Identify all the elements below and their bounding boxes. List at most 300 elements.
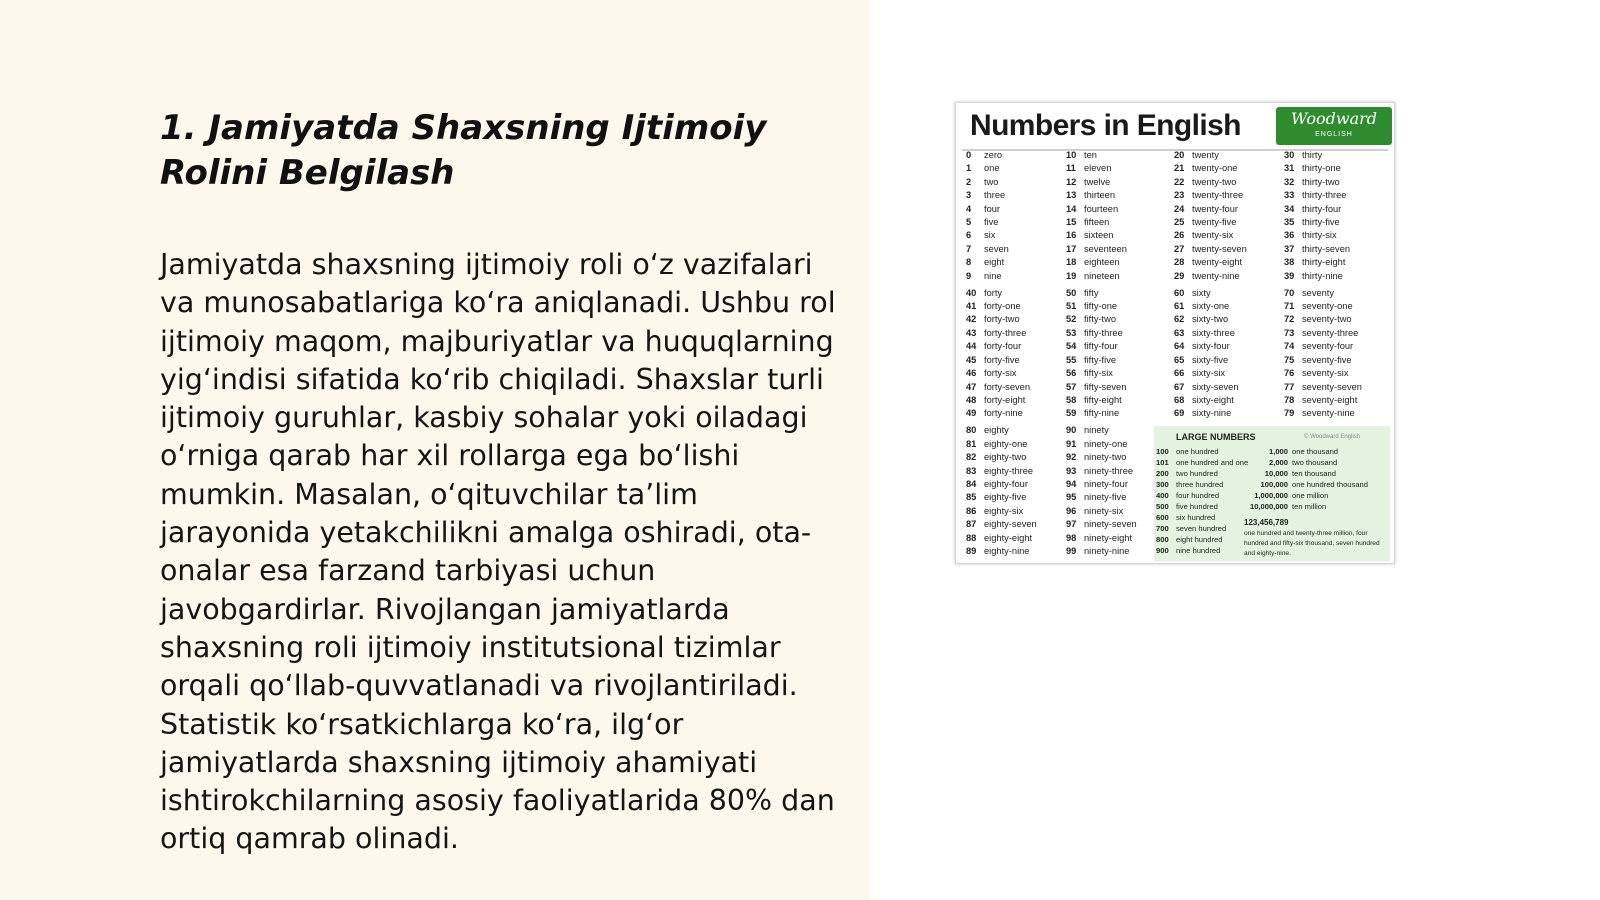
number-digit: 95 <box>1066 492 1077 503</box>
number-entry <box>966 451 1037 464</box>
number-entry <box>1174 176 1247 189</box>
number-entry <box>1284 162 1362 175</box>
number-digit: 9 <box>966 270 972 281</box>
number-digit: 44 <box>966 341 977 352</box>
number-word: two <box>984 176 999 187</box>
logo-text: Woodward <box>1291 109 1377 128</box>
number-word: twenty-eight <box>1192 257 1243 268</box>
number-word: fifty-seven <box>1084 381 1127 392</box>
number-digit: 61 <box>1174 301 1185 312</box>
number-digit: 36 <box>1284 230 1295 241</box>
number-entry <box>966 313 1037 326</box>
number-digit: 67 <box>1174 381 1185 392</box>
number-word: fifty <box>1084 287 1099 298</box>
number-word: twenty-five <box>1192 217 1237 228</box>
number-entry <box>1066 532 1137 545</box>
number-digit: 29 <box>1174 270 1185 281</box>
number-entry <box>1066 229 1137 242</box>
large-number-digit: 300 <box>1156 480 1169 489</box>
number-digit: 97 <box>1066 519 1077 530</box>
number-digit: 74 <box>1284 341 1295 352</box>
number-digit: 4 <box>966 203 972 214</box>
number-digit: 10 <box>1066 150 1077 160</box>
number-digit: 2 <box>966 176 972 187</box>
number-entry <box>966 394 1037 407</box>
large-number-word: one hundred <box>1176 447 1219 456</box>
number-digit: 98 <box>1066 532 1077 543</box>
large-number-entry <box>1156 512 1215 523</box>
number-word: twenty <box>1192 150 1219 160</box>
large-number-word: ten million <box>1292 502 1327 511</box>
number-digit: 17 <box>1066 243 1077 254</box>
number-word: zero <box>984 150 1003 160</box>
number-entry <box>1174 256 1247 269</box>
number-entry <box>1174 340 1247 353</box>
number-word: thirty-two <box>1302 176 1340 187</box>
number-digit: 18 <box>1066 257 1077 268</box>
number-word: forty-nine <box>984 408 1023 419</box>
number-word: seven <box>984 243 1009 254</box>
number-entry <box>1174 407 1247 420</box>
large-number-digit: 10,000 <box>1264 469 1288 478</box>
number-entry <box>1174 270 1247 283</box>
number-group <box>1284 149 1362 283</box>
large-number-digit: 100,000 <box>1260 480 1288 489</box>
numbers-column-4 <box>1284 149 1362 424</box>
number-entry <box>1066 287 1137 300</box>
number-digit: 99 <box>1066 545 1077 556</box>
number-word: eight <box>984 257 1005 268</box>
number-word: seventy-three <box>1302 327 1359 338</box>
number-entry <box>1284 270 1362 283</box>
large-number-entry <box>1156 545 1220 556</box>
number-word: seventy-nine <box>1302 408 1355 419</box>
number-word: twenty-nine <box>1192 270 1240 281</box>
number-digit: 57 <box>1066 381 1077 392</box>
number-entry <box>1284 203 1362 216</box>
number-digit: 84 <box>966 478 977 489</box>
number-entry <box>1284 394 1362 407</box>
number-word: eighty-three <box>984 465 1034 476</box>
number-entry <box>966 407 1037 420</box>
number-entry <box>1174 300 1247 313</box>
number-digit: 6 <box>966 230 972 241</box>
number-entry <box>1066 327 1137 340</box>
number-word: thirty-nine <box>1302 270 1343 281</box>
number-word: forty-seven <box>984 381 1030 392</box>
slide-title: 1. Jamiyatda Shaxsning Ijtimoiy Rolini Belgilash <box>160 108 767 193</box>
number-digit: 11 <box>1066 163 1076 174</box>
number-digit: 46 <box>966 368 977 379</box>
number-word: thirty <box>1302 150 1323 160</box>
number-digit: 52 <box>1066 314 1077 325</box>
number-word: forty <box>984 287 1003 298</box>
number-word: eighty-six <box>984 505 1024 516</box>
large-number-entry <box>1156 457 1248 468</box>
number-entry <box>966 367 1037 380</box>
number-digit: 53 <box>1066 327 1077 338</box>
number-digit: 65 <box>1174 354 1185 365</box>
number-word: seventy-two <box>1302 314 1352 325</box>
number-entry <box>1284 300 1362 313</box>
number-digit: 86 <box>966 505 977 516</box>
number-digit: 76 <box>1284 368 1295 379</box>
number-digit: 43 <box>966 327 977 338</box>
number-word: thirty-eight <box>1302 257 1346 268</box>
number-entry <box>1174 367 1247 380</box>
large-number-digit: 400 <box>1156 491 1169 500</box>
number-digit: 31 <box>1284 163 1295 174</box>
number-group <box>966 287 1037 421</box>
number-entry <box>966 545 1037 558</box>
number-entry <box>1284 407 1362 420</box>
number-word: forty-five <box>984 354 1020 365</box>
large-number-entry <box>1156 479 1223 490</box>
large-number-word: one thousand <box>1292 447 1339 456</box>
number-digit: 22 <box>1174 176 1185 187</box>
large-number-digit: 800 <box>1156 535 1169 544</box>
number-entry <box>1284 216 1362 229</box>
large-number-digit: 200 <box>1156 469 1169 478</box>
number-entry <box>1066 518 1137 531</box>
number-digit: 62 <box>1174 314 1185 325</box>
number-entry <box>1284 287 1362 300</box>
number-entry <box>1174 162 1247 175</box>
number-word: fifty-eight <box>1084 394 1122 405</box>
number-digit: 64 <box>1174 341 1185 352</box>
number-digit: 21 <box>1174 163 1185 174</box>
number-group <box>1284 287 1362 421</box>
number-word: ninety-six <box>1084 505 1124 516</box>
number-entry <box>1174 243 1247 256</box>
number-digit: 92 <box>1066 452 1077 463</box>
number-word: sixty-five <box>1192 354 1229 365</box>
number-word: eighty-four <box>984 478 1028 489</box>
number-entry <box>1066 313 1137 326</box>
number-digit: 15 <box>1066 217 1077 228</box>
number-entry <box>1066 545 1137 558</box>
number-entry <box>1066 367 1137 380</box>
number-entry <box>966 354 1037 367</box>
number-digit: 51 <box>1066 301 1077 312</box>
number-word: forty-one <box>984 301 1021 312</box>
number-entry <box>1174 394 1247 407</box>
number-digit: 34 <box>1284 203 1295 214</box>
number-entry <box>966 340 1037 353</box>
number-word: forty-four <box>984 341 1022 352</box>
number-entry <box>966 287 1037 300</box>
number-digit: 7 <box>966 243 972 254</box>
number-word: thirty-four <box>1302 203 1342 214</box>
number-digit: 59 <box>1066 408 1077 419</box>
number-word: sixty <box>1192 287 1211 298</box>
number-entry <box>966 162 1037 175</box>
large-number-digit: 500 <box>1156 502 1169 511</box>
number-digit: 38 <box>1284 257 1295 268</box>
number-digit: 8 <box>966 257 972 268</box>
number-digit: 58 <box>1066 394 1077 405</box>
large-number-entry <box>1238 490 1328 501</box>
large-number-word: ten thousand <box>1292 469 1336 478</box>
number-entry <box>1066 176 1137 189</box>
number-word: nine <box>984 270 1002 281</box>
large-number-entry <box>1238 479 1368 490</box>
number-word: six <box>984 230 996 241</box>
number-group <box>1174 149 1247 283</box>
number-entry <box>1066 381 1137 394</box>
large-number-entry <box>1156 534 1222 545</box>
number-entry <box>1066 189 1137 202</box>
number-word: fifteen <box>1084 217 1110 228</box>
number-digit: 73 <box>1284 327 1295 338</box>
number-word: five <box>984 217 999 228</box>
number-entry <box>1066 149 1137 162</box>
number-digit: 0 <box>966 150 972 160</box>
number-digit: 40 <box>966 287 977 298</box>
number-digit: 89 <box>966 545 977 556</box>
number-entry <box>966 491 1037 504</box>
number-word: twenty-three <box>1192 190 1244 201</box>
number-word: fifty-three <box>1084 327 1123 338</box>
number-entry <box>1066 424 1137 437</box>
number-digit: 16 <box>1066 230 1077 241</box>
number-word: sixty-three <box>1192 327 1235 338</box>
number-entry <box>966 438 1037 451</box>
number-word: ninety <box>1084 425 1109 436</box>
number-entry <box>1284 313 1362 326</box>
number-digit: 42 <box>966 314 977 325</box>
number-entry <box>966 176 1037 189</box>
number-word: eighty-nine <box>984 545 1030 556</box>
large-number-word: four hundred <box>1176 491 1220 500</box>
number-digit: 37 <box>1284 243 1295 254</box>
logo-subtext: ENGLISH <box>1315 131 1353 138</box>
large-number-entry <box>1238 501 1326 512</box>
number-digit: 19 <box>1066 270 1077 281</box>
number-digit: 50 <box>1066 287 1077 298</box>
large-numbers-title: LARGE NUMBERS <box>1176 432 1256 442</box>
number-group <box>1066 424 1137 558</box>
number-word: sixty-nine <box>1192 408 1232 419</box>
number-group <box>1174 287 1247 421</box>
number-word: sixty-four <box>1192 341 1230 352</box>
number-digit: 87 <box>966 519 977 530</box>
number-digit: 23 <box>1174 190 1185 201</box>
number-word: eighty-eight <box>984 532 1033 543</box>
number-digit: 32 <box>1284 176 1295 187</box>
large-number-word: three hundred <box>1176 480 1224 489</box>
large-number-entry <box>1156 501 1218 512</box>
number-word: thirty-five <box>1302 217 1340 228</box>
number-entry <box>1174 327 1247 340</box>
number-word: eighty-five <box>984 492 1027 503</box>
number-word: twenty-two <box>1192 176 1237 187</box>
number-digit: 5 <box>966 217 972 228</box>
number-entry <box>1066 478 1137 491</box>
number-digit: 85 <box>966 492 977 503</box>
number-word: sixty-eight <box>1192 394 1234 405</box>
number-entry <box>966 327 1037 340</box>
number-entry <box>1066 465 1137 478</box>
large-number-word: eight hundred <box>1176 535 1223 544</box>
number-digit: 12 <box>1066 176 1077 187</box>
numbers-in-english-image <box>955 102 1395 564</box>
number-word: eighty-one <box>984 438 1028 449</box>
numbers-column-3 <box>1174 149 1247 424</box>
number-word: seventeen <box>1084 243 1127 254</box>
number-entry <box>1066 243 1137 256</box>
large-number-word: six hundred <box>1176 513 1216 522</box>
number-entry <box>966 478 1037 491</box>
number-digit: 49 <box>966 408 977 419</box>
number-word: forty-three <box>984 327 1027 338</box>
number-entry <box>966 216 1037 229</box>
number-digit: 83 <box>966 465 977 476</box>
number-entry <box>1174 189 1247 202</box>
number-entry <box>1284 367 1362 380</box>
number-group <box>1066 287 1137 421</box>
number-entry <box>1284 381 1362 394</box>
large-number-digit: 101 <box>1156 458 1169 467</box>
number-digit: 70 <box>1284 287 1295 298</box>
number-digit: 45 <box>966 354 977 365</box>
number-entry <box>1174 287 1247 300</box>
number-word: forty-eight <box>984 394 1026 405</box>
number-entry <box>966 300 1037 313</box>
number-word: ten <box>1084 150 1097 160</box>
number-word: ninety-five <box>1084 492 1127 503</box>
number-entry <box>966 424 1037 437</box>
woodward-logo <box>1276 107 1392 145</box>
number-word: ninety-seven <box>1084 519 1137 530</box>
number-digit: 41 <box>966 301 977 312</box>
number-entry <box>966 505 1037 518</box>
large-number-digit: 1,000,000 <box>1254 491 1288 500</box>
large-number-word: one million <box>1292 491 1329 500</box>
number-word: eighty-seven <box>984 519 1037 530</box>
large-number-digit: 1,000 <box>1268 447 1288 456</box>
number-entry <box>966 203 1037 216</box>
number-digit: 60 <box>1174 287 1185 298</box>
number-word: forty-two <box>984 314 1020 325</box>
number-digit: 56 <box>1066 368 1077 379</box>
number-digit: 14 <box>1066 203 1077 214</box>
example-number-words: one hundred and twenty-three million, four hundred and fifty-six thousand, seven hundred and eighty-nine. <box>1244 530 1380 557</box>
number-digit: 28 <box>1174 257 1185 268</box>
number-digit: 68 <box>1174 394 1185 405</box>
large-number-entry <box>1238 468 1336 479</box>
number-entry <box>1066 491 1137 504</box>
number-digit: 75 <box>1284 354 1295 365</box>
number-word: twenty-seven <box>1192 243 1247 254</box>
number-word: thirty-seven <box>1302 243 1351 254</box>
image-title: Numbers in English <box>970 109 1241 142</box>
large-number-digit: 900 <box>1156 546 1169 555</box>
number-entry <box>1066 256 1137 269</box>
number-word: ninety-three <box>1084 465 1134 476</box>
number-digit: 93 <box>1066 465 1077 476</box>
large-number-word: one hundred thousand <box>1292 480 1369 489</box>
number-digit: 24 <box>1174 203 1185 214</box>
large-number-entry <box>1238 457 1337 468</box>
number-entry <box>1284 243 1362 256</box>
large-number-digit: 600 <box>1156 513 1169 522</box>
number-digit: 33 <box>1284 190 1295 201</box>
large-number-word: one hundred and one <box>1176 458 1249 467</box>
number-word: fifty-four <box>1084 341 1118 352</box>
number-digit: 25 <box>1174 217 1185 228</box>
number-word: thirty-one <box>1302 163 1341 174</box>
number-group <box>966 424 1037 558</box>
number-entry <box>1174 313 1247 326</box>
number-group <box>1066 149 1137 283</box>
number-entry <box>966 518 1037 531</box>
number-entry <box>1284 354 1362 367</box>
number-word: ninety-one <box>1084 438 1128 449</box>
number-word: sixty-six <box>1192 368 1226 379</box>
number-word: twenty-one <box>1192 163 1238 174</box>
number-word: fifty-six <box>1084 368 1113 379</box>
number-word: one <box>984 163 1000 174</box>
number-entry <box>1066 340 1137 353</box>
number-digit: 72 <box>1284 314 1295 325</box>
copyright-note: © Woodward English <box>1304 434 1361 440</box>
large-number-entry <box>1156 446 1219 457</box>
number-entry <box>1066 451 1137 464</box>
number-word: sixty-one <box>1192 301 1230 312</box>
number-digit: 55 <box>1066 354 1077 365</box>
number-entry <box>966 465 1037 478</box>
number-entry <box>1174 381 1247 394</box>
number-digit: 39 <box>1284 270 1295 281</box>
number-digit: 20 <box>1174 150 1185 160</box>
number-digit: 78 <box>1284 394 1295 405</box>
number-word: seventy-four <box>1302 341 1354 352</box>
number-word: twenty-six <box>1192 230 1234 241</box>
number-word: fifty-nine <box>1084 408 1120 419</box>
number-digit: 90 <box>1066 425 1077 436</box>
large-number-entry <box>1156 490 1219 501</box>
number-entry <box>966 532 1037 545</box>
number-entry <box>1066 394 1137 407</box>
example-number: 123,456,789 <box>1244 518 1289 527</box>
number-digit: 30 <box>1284 150 1295 160</box>
number-entry <box>1284 189 1362 202</box>
number-digit: 3 <box>966 190 972 201</box>
number-digit: 54 <box>1066 341 1077 352</box>
number-word: nineteen <box>1084 270 1120 281</box>
number-digit: 82 <box>966 452 977 463</box>
number-word: seventy-five <box>1302 354 1352 365</box>
large-number-entry <box>1156 468 1218 479</box>
number-digit: 96 <box>1066 505 1077 516</box>
number-word: seventy-seven <box>1302 381 1362 392</box>
number-entry <box>966 381 1037 394</box>
number-word: ninety-two <box>1084 452 1127 463</box>
number-entry <box>1284 149 1362 162</box>
number-digit: 13 <box>1066 190 1077 201</box>
number-entry <box>1066 216 1137 229</box>
number-entry <box>1066 162 1137 175</box>
number-digit: 71 <box>1284 301 1295 312</box>
number-entry <box>1284 327 1362 340</box>
number-entry <box>966 243 1037 256</box>
number-word: eighteen <box>1084 257 1120 268</box>
number-entry <box>966 229 1037 242</box>
number-digit: 81 <box>966 438 977 449</box>
number-word: fourteen <box>1084 203 1119 214</box>
number-word: fifty-one <box>1084 301 1118 312</box>
